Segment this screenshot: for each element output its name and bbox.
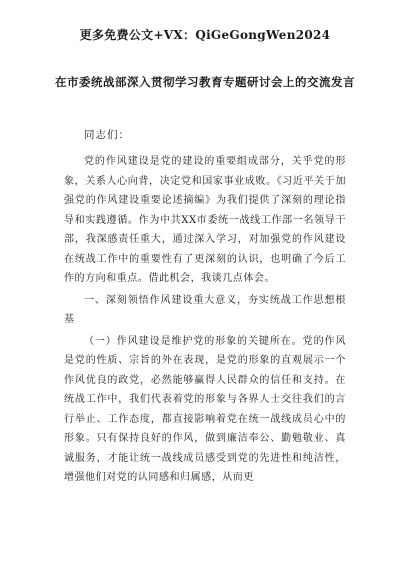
paragraph-intro: 党的作风建设是党的建设的重要组成部分，关乎党的形象，关系人心向背，决定党和国家事业成败。《习近平关于加强党的作风建设重要论述摘编》为我们提供了深刻的理论指导和实践遵循。作为中共XX市委统一战线工作部一名领导干部，我深感责任重大，通过深入学习，对加强党的作风建设在统战工作中的重要性有了更深刻的认识，也明确了今后工作的方向和重点。借此机会，我谈几点体会。	[64, 156, 346, 284]
paragraph-1-1: （一）作风建设是维护党的形象的关键所在。党的作风是党的性质、宗旨的外在表现，是党的形象的直观展示一个作风优良的政党，必然能够赢得人民群众的信任和支持。在统战工作中，我们代表着党的形象与各界人士交往我们的言行举止、工作态度，都直接影响着党在统一战线成员心中的形象。只有保持良好的作风，做到廉洁奉公、勤勉敬业、真诚服务，才能让统一战线成员感受到党的先进性和纯洁性，增强他们对党的认同感和归属感，从而更	[64, 335, 346, 483]
salutation: 同志们：	[84, 129, 130, 141]
watermark-banner: 更多免费公文+VX：QiGeGongWen2024	[79, 28, 331, 42]
document-title: 在市委统战部深入贯彻学习教育专题研讨会上的交流发言	[55, 75, 355, 89]
section-heading-1: 一、深刻领悟作风建设重大意义，夯实统战工作思想根基	[64, 294, 346, 325]
document-body	[64, 152, 346, 488]
